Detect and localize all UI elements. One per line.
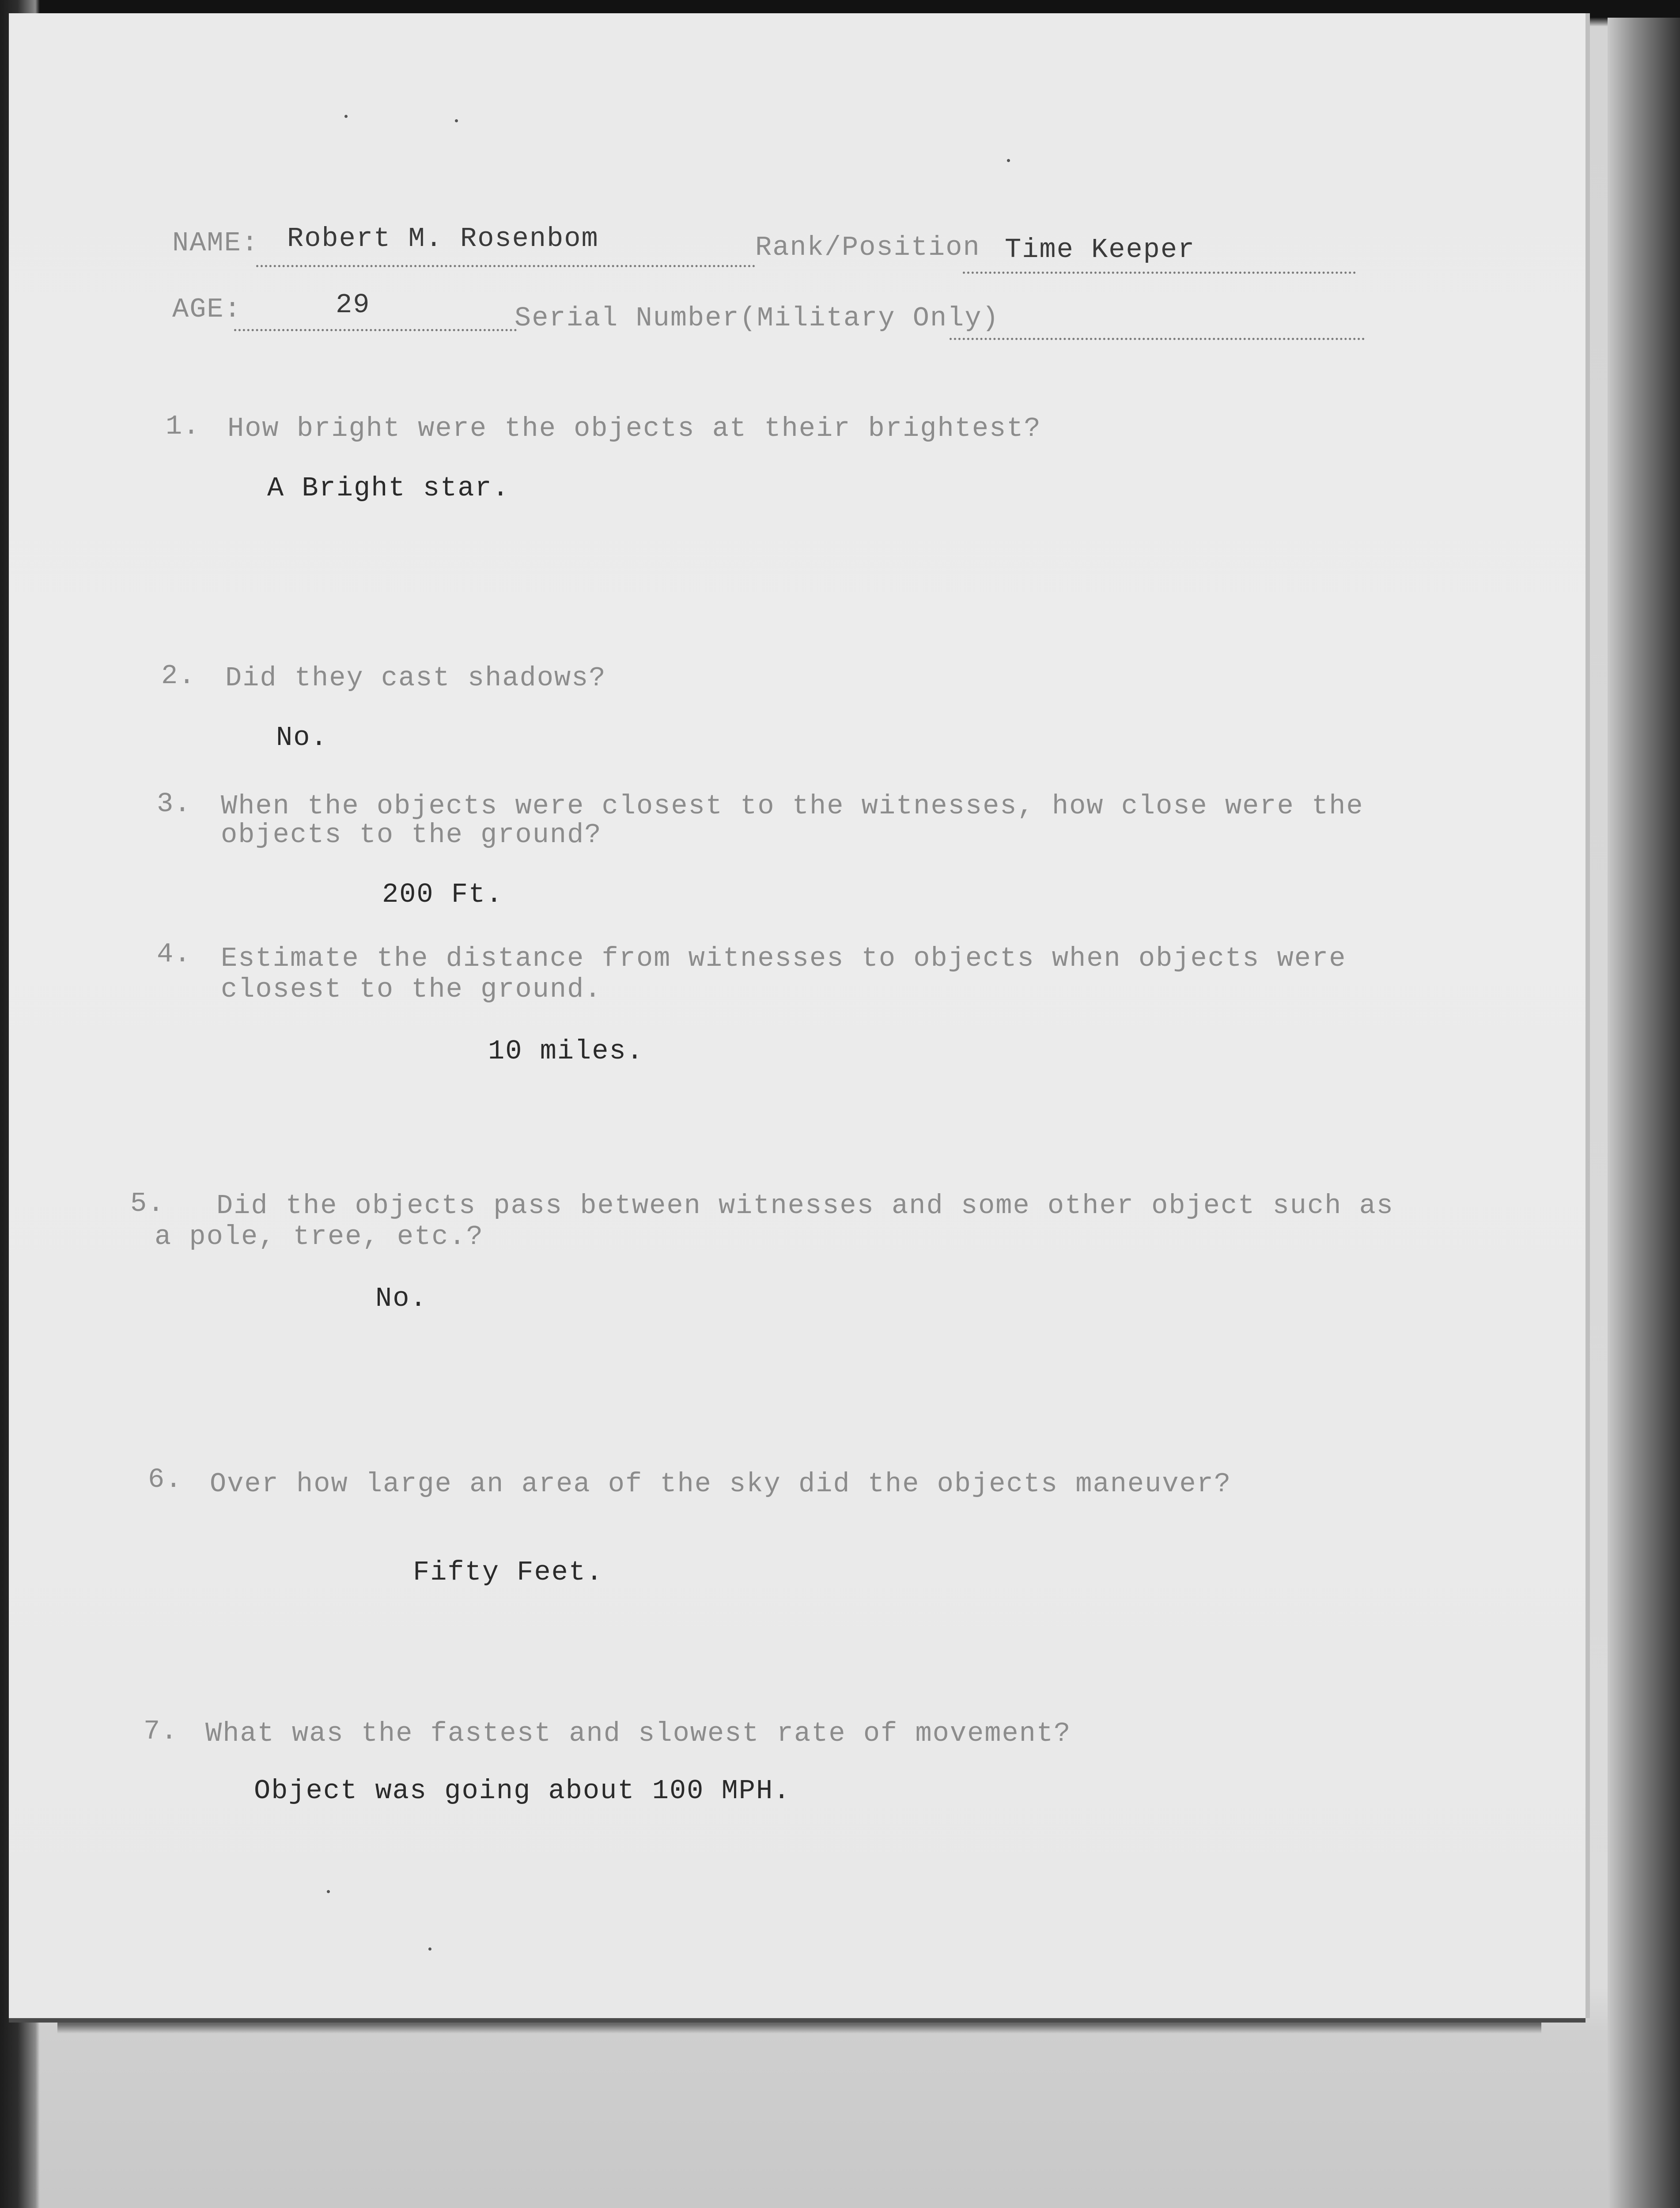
answer-text: 200 Ft.	[382, 879, 503, 910]
question-number: 7.	[144, 1716, 178, 1747]
question-number: 5.	[130, 1188, 165, 1219]
name-label: NAME:	[172, 227, 259, 259]
question-text-line1: Did the objects pass between witnesses and some other object such as	[216, 1190, 1394, 1221]
paper-speck	[1007, 159, 1010, 162]
paper-speck	[455, 119, 458, 122]
paper-speck	[327, 1890, 330, 1893]
paper-speck	[428, 1947, 431, 1951]
answer-text: No.	[276, 722, 328, 753]
question-text-line1: When the objects were closest to the witnesses, how close were the	[221, 790, 1364, 822]
film-right-edge	[1608, 18, 1680, 2208]
answer-text: Object was going about 100 MPH.	[254, 1775, 791, 1807]
question-text-line2: closest to the ground.	[221, 974, 602, 1005]
question-number: 6.	[148, 1464, 183, 1495]
serial-underline	[950, 338, 1365, 340]
question-text: Over how large an area of the sky did the objects maneuver?	[210, 1468, 1232, 1500]
answer-text: 10 miles.	[488, 1036, 644, 1067]
question-text-line1: Estimate the distance from witnesses to objects when objects were	[221, 943, 1347, 974]
question-number: 3.	[157, 788, 192, 820]
age-value: 29	[336, 289, 371, 321]
answer-text: No.	[375, 1283, 428, 1314]
age-underline	[234, 329, 517, 331]
question-text: Did they cast shadows?	[225, 662, 606, 694]
answer-text: Fifty Feet.	[413, 1557, 604, 1588]
name-underline	[256, 265, 755, 267]
question-text: How bright were the objects at their brightest?	[227, 413, 1041, 444]
age-label: AGE:	[172, 294, 242, 325]
question-text-line2: a pole, tree, etc.?	[155, 1221, 484, 1252]
name-value: Robert M. Rosenbom	[287, 223, 599, 254]
answer-text: A Bright star.	[267, 473, 510, 504]
question-text-line2: objects to the ground?	[221, 819, 602, 851]
serial-label: Serial Number(Military Only)	[515, 302, 999, 334]
rank-value: Time Keeper	[1005, 234, 1196, 265]
rank-underline	[963, 272, 1356, 274]
question-number: 1.	[166, 411, 201, 442]
questionnaire-sheet	[9, 13, 1585, 2018]
question-number: 2.	[161, 660, 196, 692]
question-number: 4.	[157, 938, 192, 970]
rank-label: Rank/Position	[755, 232, 980, 263]
question-text: What was the fastest and slowest rate of movement?	[205, 1718, 1071, 1749]
paper-speck	[344, 115, 348, 118]
